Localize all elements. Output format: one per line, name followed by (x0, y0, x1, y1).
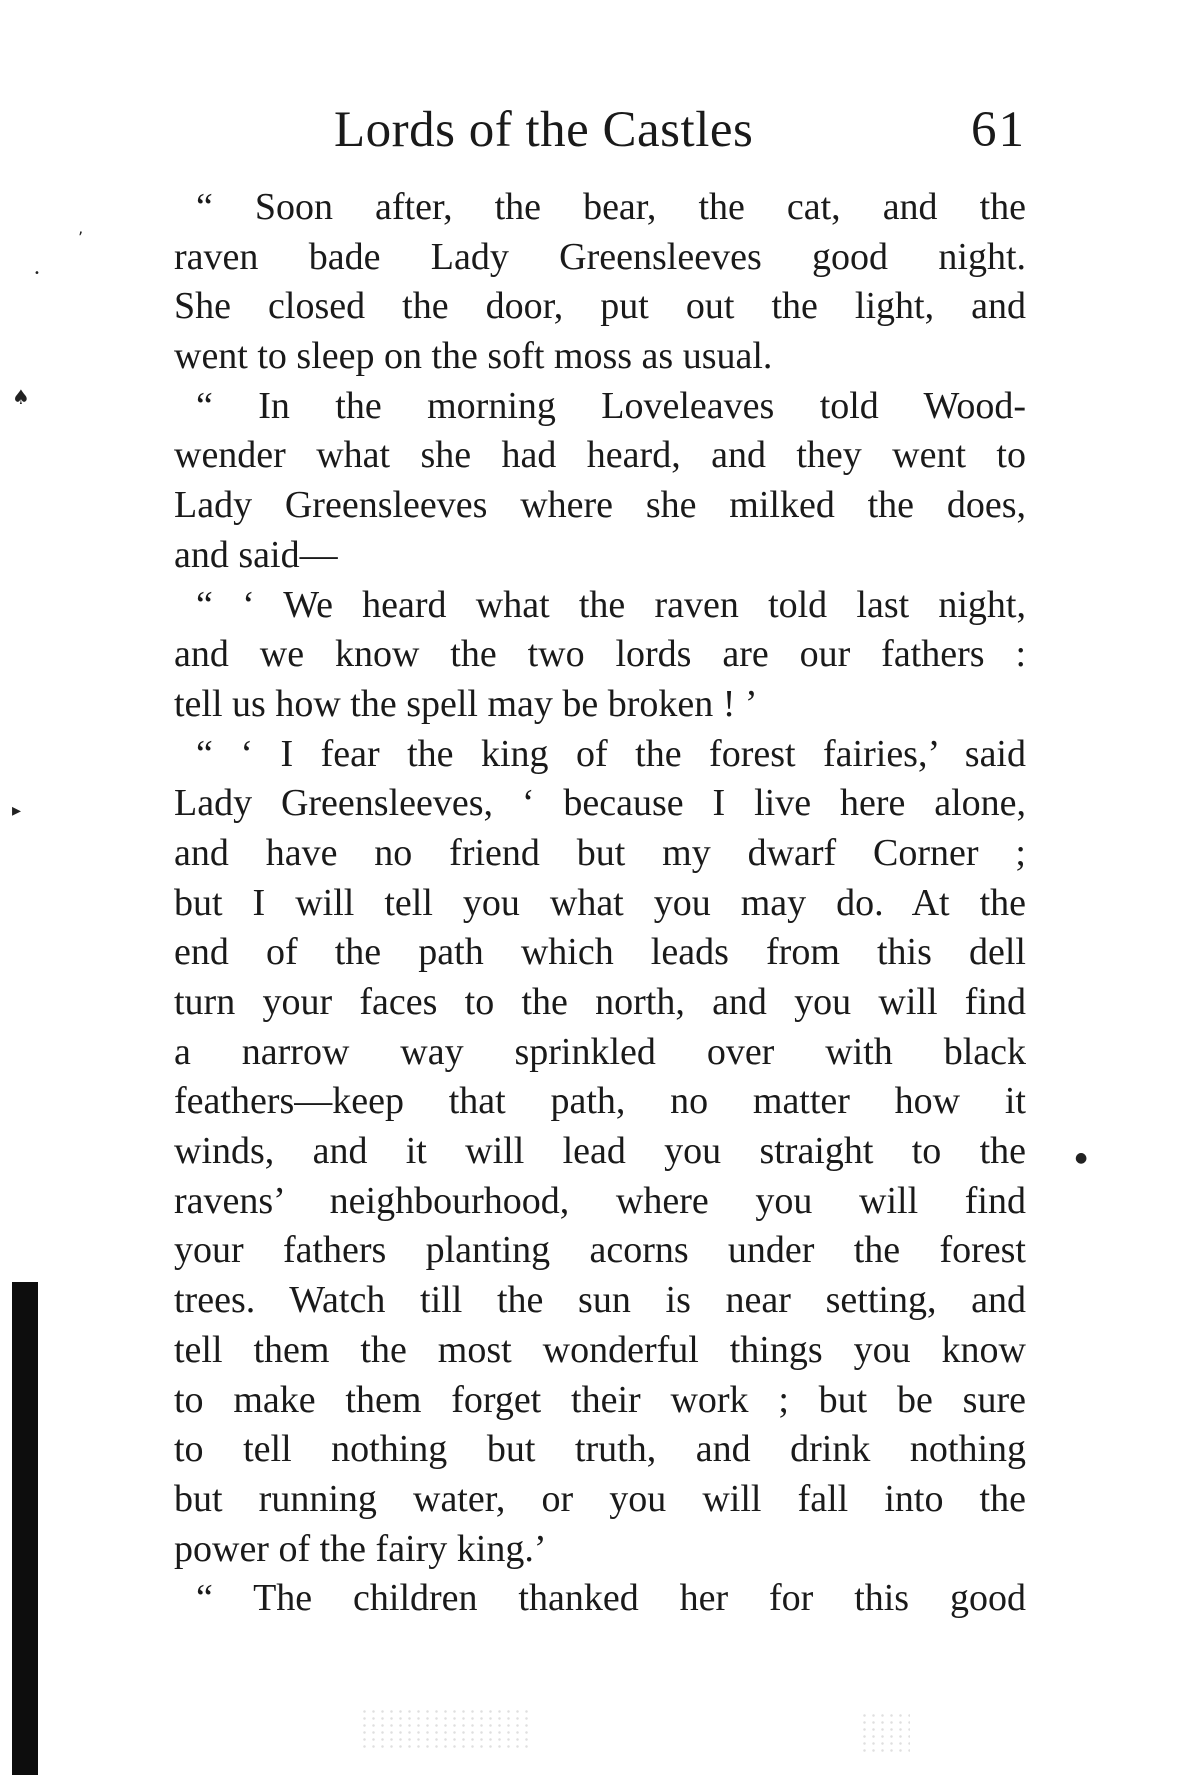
text-line: and we know the two lords are our fathers : (174, 633, 1026, 676)
text-line: “ ‘ I fear the king of the forest fairies,’ said (196, 732, 1026, 775)
page-number: 61 (971, 102, 1026, 158)
text-line: Lady Greensleeves where she milked the does, (174, 484, 1026, 527)
text-line: feathers—keep that path, no matter how it (174, 1080, 1026, 1123)
text-line: to tell nothing but truth, and drink nothing (174, 1428, 1026, 1471)
running-title: Lords of the Castles (334, 102, 754, 158)
text-line: your fathers planting acorns under the forest (174, 1229, 1026, 1272)
text-line: and said— (174, 533, 338, 576)
scan-binding-edge (12, 1282, 38, 1775)
scan-noise (860, 1712, 910, 1752)
text-line: She closed the door, put out the light, and (174, 285, 1026, 328)
text-line: went to sleep on the soft moss as usual. (174, 335, 773, 378)
text-line: winds, and it will lead you straight to the (174, 1130, 1026, 1173)
text-line: but I will tell you what you may do. At the (174, 881, 1026, 924)
text-line: wender what she had heard, and they went to (174, 434, 1026, 477)
text-line: to make them forget their work ; but be sure (174, 1378, 1026, 1421)
text-line: “ Soon after, the bear, the cat, and the (196, 186, 1026, 228)
text-line: “ In the morning Loveleaves told Wood- (196, 384, 1026, 427)
text-line: power of the fairy king.’ (174, 1527, 547, 1570)
text-line: and have no friend but my dwarf Corner ; (174, 831, 1026, 874)
text-line: but running water, or you will fall into the (174, 1477, 1026, 1520)
text-line: “ ‘ We heard what the raven told last night, (196, 583, 1026, 626)
scan-speck: ● (1075, 1150, 1088, 1166)
text-line: a narrow way sprinkled over with black (174, 1030, 1026, 1073)
text-line: raven bade Lady Greensleeves good night. (174, 235, 1026, 278)
scan-speck: ’ (78, 228, 84, 247)
scan-noise (360, 1708, 530, 1748)
text-line: tell them the most wonderful things you know (174, 1328, 1026, 1371)
text-line: turn your faces to the north, and you will find (174, 981, 1026, 1023)
text-line: tell us how the spell may be broken ! ’ (174, 682, 758, 725)
body-text (174, 183, 1026, 1624)
scan-speck: • (34, 268, 40, 279)
running-head (174, 98, 1026, 162)
text-line: ravens’ neighbourhood, where you will find (174, 1179, 1026, 1222)
text-line: Lady Greensleeves, ‘ because I live here alone, (174, 782, 1026, 825)
scan-speck: ♠ (12, 385, 30, 409)
text-line: trees. Watch till the sun is near setting, and (174, 1279, 1026, 1322)
scan-speck: ▸ (12, 800, 22, 821)
text-line: “ The children thanked her for this good (196, 1577, 1026, 1620)
text-line: end of the path which leads from this dell (174, 931, 1026, 974)
